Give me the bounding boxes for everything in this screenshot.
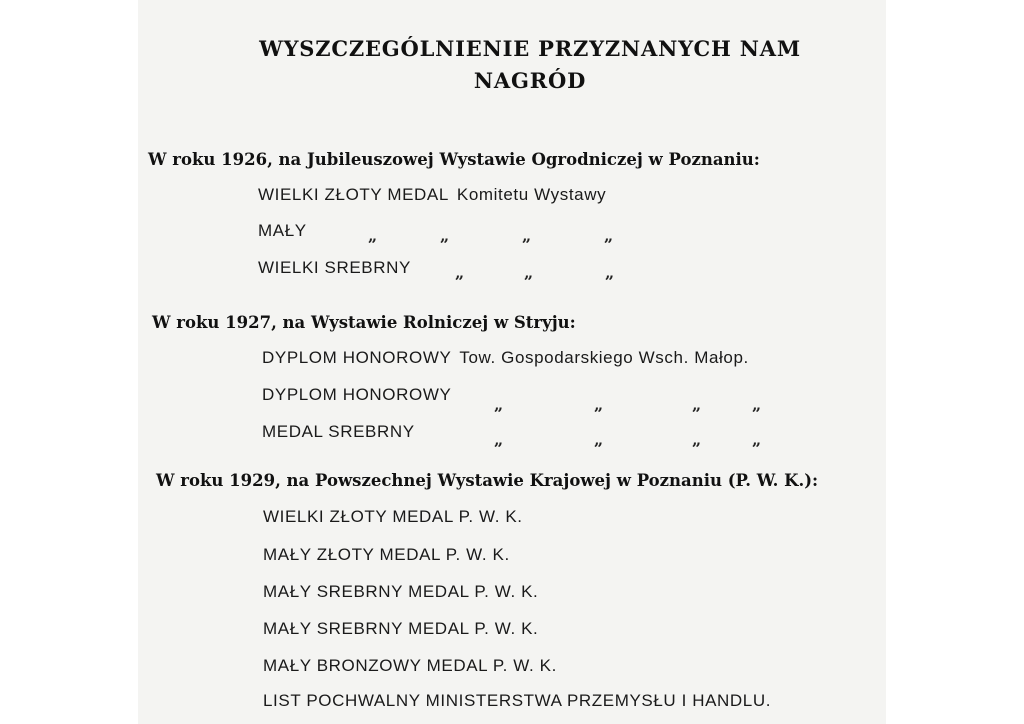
award-name: DYPLOM HONOROWY [262,385,452,404]
award-item [263,507,523,527]
ditto-mark: „ [440,226,450,245]
ditto-mark: „ [604,226,614,245]
section-heading-1926: W roku 1926, na Jubileuszowej Wystawie Ogrodniczej w Poznaniu: [148,150,760,169]
page-title-line-2: NAGRÓD [473,68,587,93]
award-name: MAŁY ZŁOTY MEDAL P. W. K. [263,545,510,564]
award-item [262,385,451,405]
award-name: WIELKI ZŁOTY MEDAL P. W. K. [263,507,523,526]
ditto-mark: „ [522,226,532,245]
ditto-mark: „ [692,430,702,449]
award-item [263,619,538,639]
award-name: MAŁY [258,221,307,240]
award-name: LIST POCHWALNY MINISTERSTWA PRZEMYSŁU I HANDLU. [263,691,772,710]
ditto-mark: „ [752,430,762,449]
ditto-mark: „ [605,263,615,282]
ditto-mark: „ [494,395,504,414]
award-item [262,422,415,442]
ditto-mark: „ [524,263,534,282]
ditto-mark: „ [692,395,702,414]
award-issuer: Komitetu Wystawy [456,185,607,204]
award-name: WIELKI ZŁOTY MEDAL [258,185,449,204]
award-name: MAŁY SREBRNY MEDAL P. W. K. [263,619,539,638]
award-item [263,545,510,565]
award-item [258,185,606,205]
award-name: MEDAL SREBRNY [262,422,415,441]
page-title-line-1: WYSZCZEGÓLNIENIE PRZYZNANYCH NAM [259,36,801,61]
ditto-mark: „ [594,395,604,414]
ditto-mark: „ [494,430,504,449]
section-heading-1929: W roku 1929, na Powszechnej Wystawie Krajowej w Poznaniu (P. W. K.): [156,471,819,490]
award-name: MAŁY BRONZOWY MEDAL P. W. K. [263,656,557,675]
award-name: DYPLOM HONOROWY [262,348,452,367]
award-name: MAŁY SREBRNY MEDAL P. W. K. [263,582,539,601]
ditto-mark: „ [455,263,465,282]
ditto-mark: „ [594,430,604,449]
section-heading-1927: W roku 1927, na Wystawie Rolniczej w Stryju: [152,313,576,332]
award-name: WIELKI SREBRNY [258,258,411,277]
award-issuer: Tow. Gospodarskiego Wsch. Małop. [459,348,749,367]
ditto-mark: „ [368,226,378,245]
ditto-mark: „ [752,395,762,414]
award-item [263,691,771,711]
award-item [263,656,557,676]
award-item [258,221,307,241]
award-item [258,258,411,278]
award-item [262,348,749,368]
award-item [263,582,538,602]
